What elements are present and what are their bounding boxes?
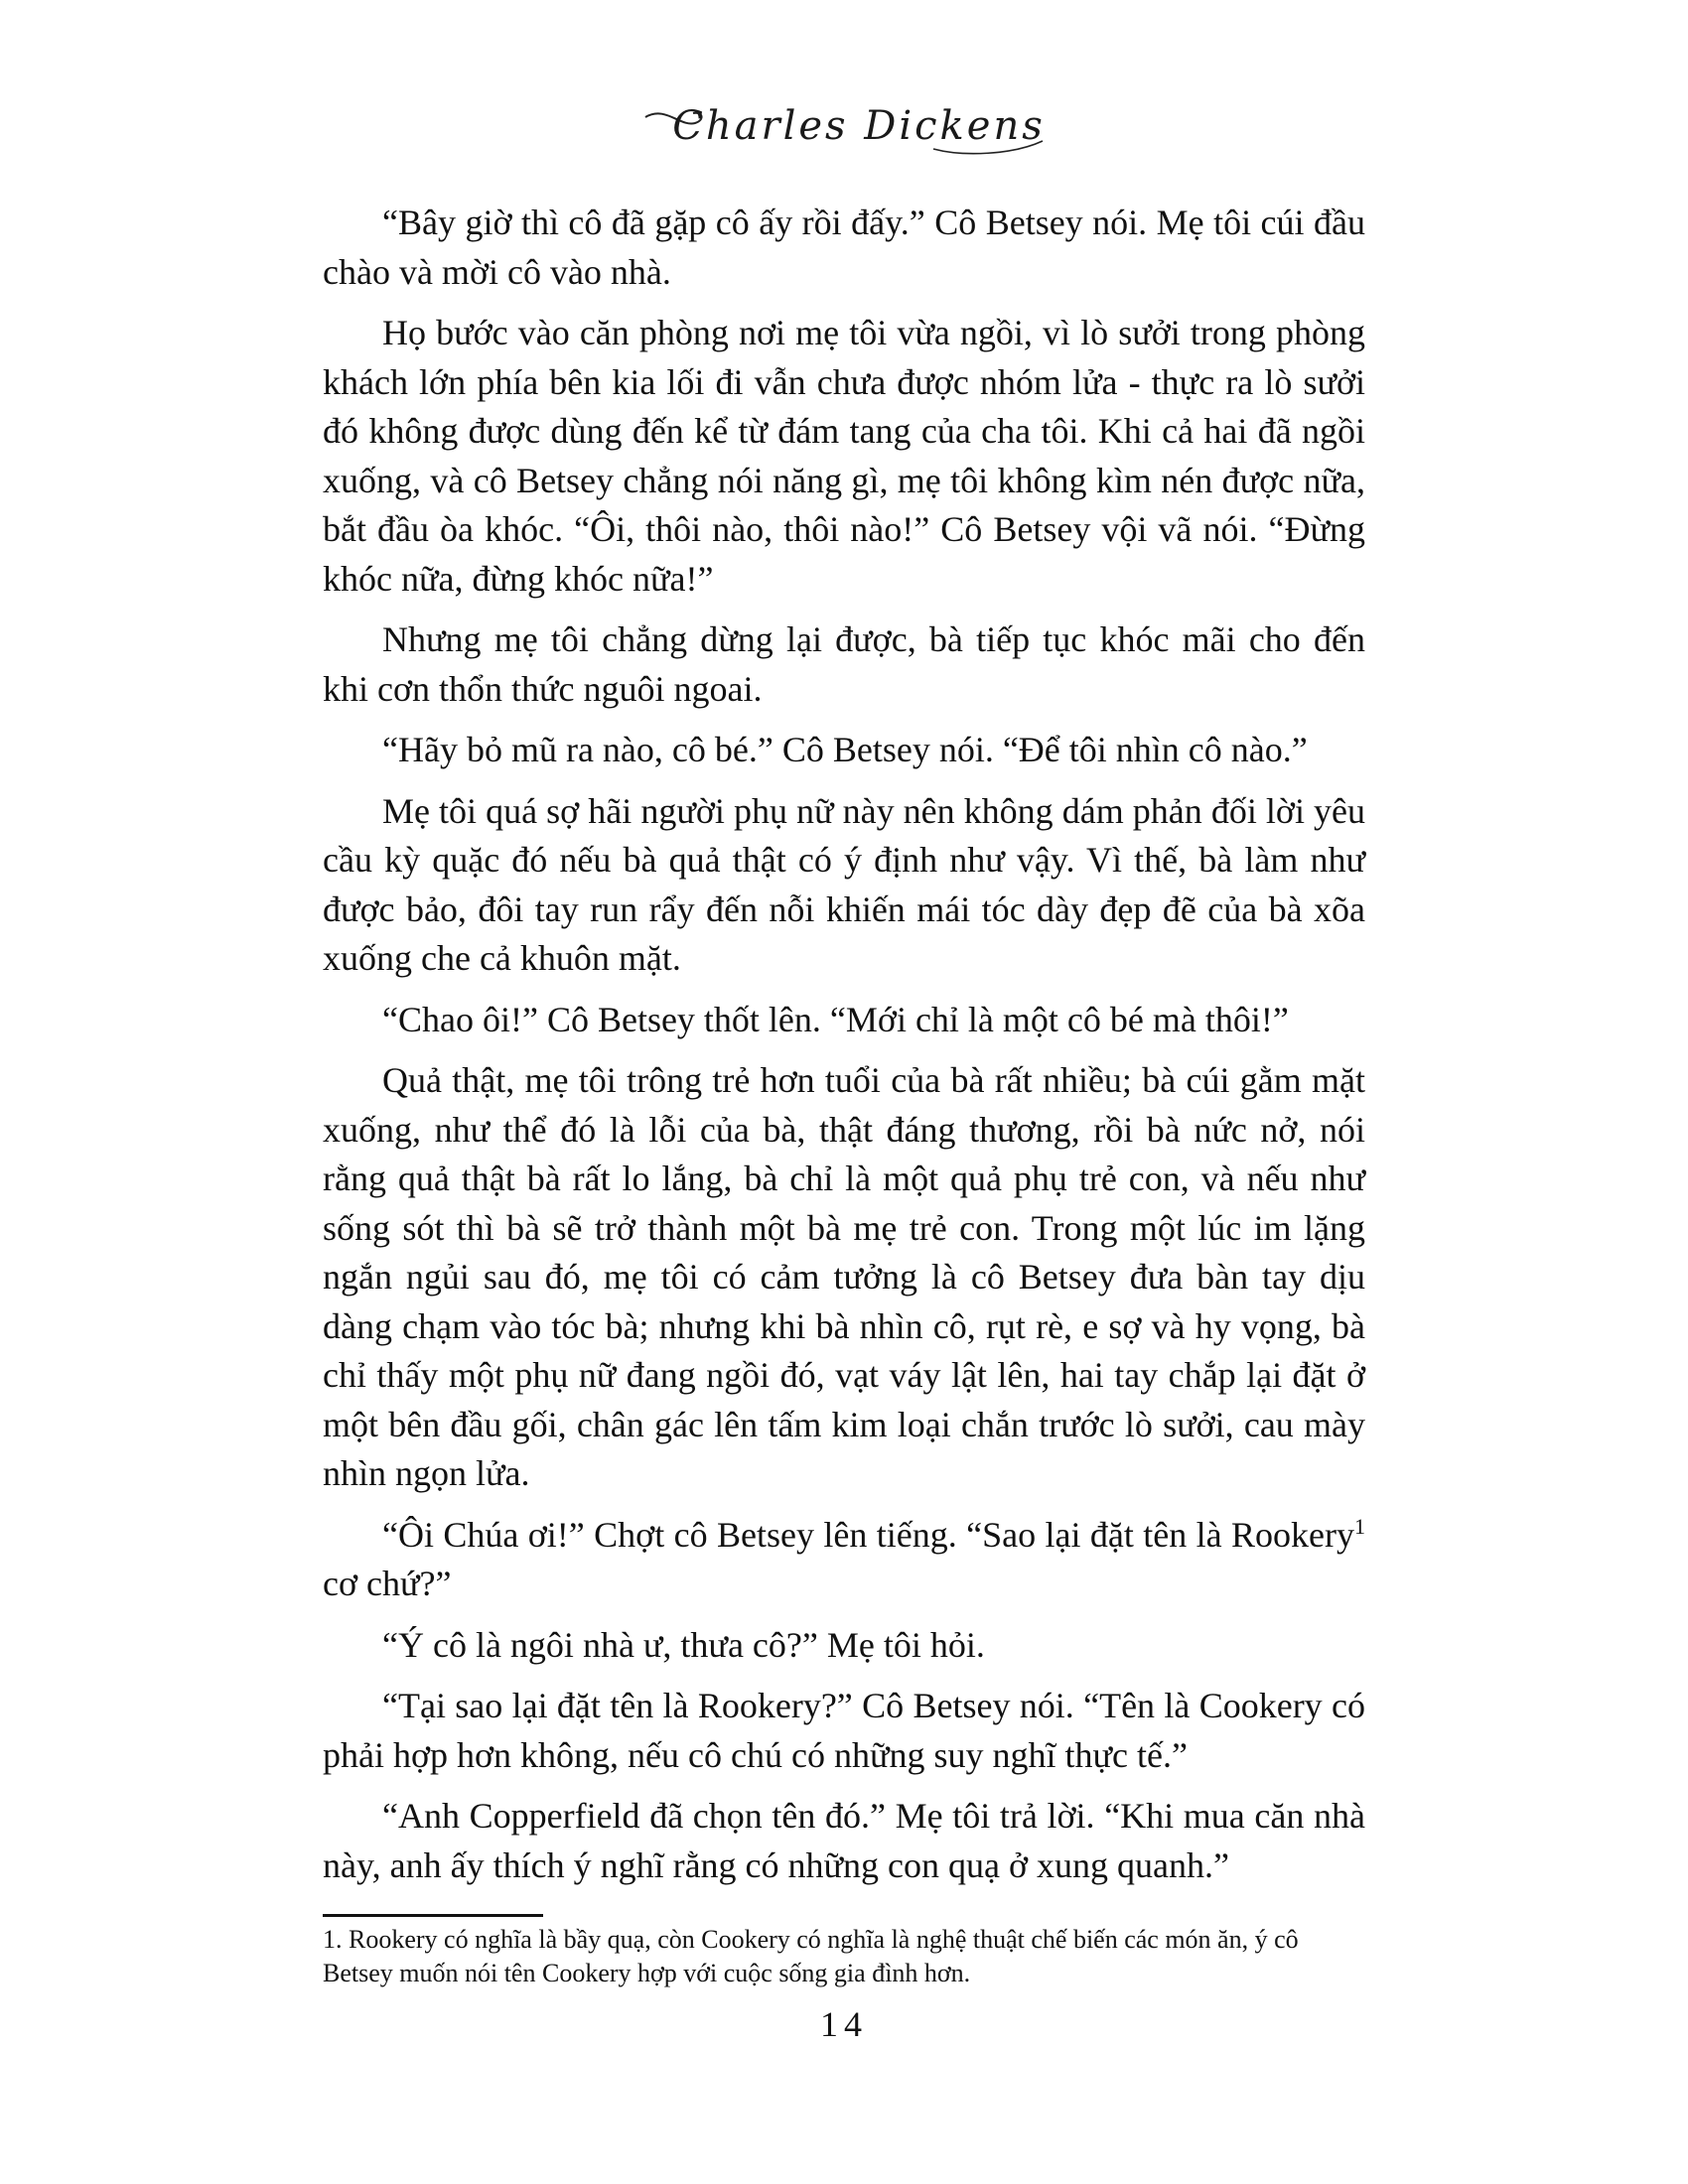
page-number: 14 (820, 2004, 868, 2044)
paragraph-text: “Ôi Chúa ơi!” Chợt cô Betsey lên tiếng. “Sao lại đặt tên là Rookery (382, 1514, 1354, 1555)
paragraph-with-footnote (323, 1511, 1365, 1609)
body-text (323, 199, 1365, 1890)
footnote-reference[interactable]: 1 (1354, 1513, 1365, 1539)
running-header (0, 97, 1688, 157)
header-title: Charles Dickens (672, 103, 1046, 149)
paragraph: “Bây giờ thì cô đã gặp cô ấy rồi đấy.” Cô Betsey nói. Mẹ tôi cúi đầu chào và mời cô vào nhà. (323, 203, 1365, 292)
paragraph: Mẹ tôi quá sợ hãi người phụ nữ này nên không dám phản đối lời yêu cầu kỳ quặc đó nếu bà quả thật có ý định như vậy. Vì thế, bà làm như được bảo, đôi tay run rẩy đến nỗi khiến mái tóc dày đẹp đẽ của bà xõa xuống che cả khuôn mặt. (323, 790, 1365, 978)
paragraph: Họ bước vào căn phòng nơi mẹ tôi vừa ngồi, vì lò sưởi trong phòng khách lớn phía bên kia lối đi vẫn chưa được nhóm lửa - thực ra lò sưởi đó không được dùng đến kể từ đám tang của cha tôi. Khi cả hai đã ngồi xuống, và cô Betsey chẳng nói năng gì, mẹ tôi không kìm nén được nữa, bắt đầu òa khóc. “Ôi, thôi nào, thôi nào!” Cô Betsey vội vã nói. “Đừng khóc nữa, đừng khóc nữa!” (323, 313, 1365, 599)
paragraph: “Tại sao lại đặt tên là Rookery?” Cô Betsey nói. “Tên là Cookery có phải hợp hơn không, nếu cô chú có những suy nghĩ thực tế.” (323, 1686, 1365, 1775)
paragraph: “Ý cô là ngôi nhà ư, thưa cô?” Mẹ tôi hỏi. (382, 1624, 985, 1665)
footnote: 1. Rookery có nghĩa là bầy quạ, còn Cookery có nghĩa là nghệ thuật chế biến các món ăn, ý cô Betsey muốn nói tên Cookery hợp với cuộc sống gia đình hơn. (323, 1925, 1299, 1987)
paragraph: “Hãy bỏ mũ ra nào, cô bé.” Cô Betsey nói. “Để tôi nhìn cô nào.” (382, 730, 1308, 769)
paragraph-text: cơ chứ?” (323, 1564, 452, 1603)
paragraph: “Chao ôi!” Cô Betsey thốt lên. “Mới chỉ là một cô bé mà thôi!” (382, 999, 1289, 1039)
paragraph: “Anh Copperfield đã chọn tên đó.” Mẹ tôi trả lời. “Khi mua căn nhà này, anh ấy thích ý nghĩ rằng có những con quạ ở xung quanh.” (323, 1796, 1365, 1885)
paragraph: Nhưng mẹ tôi chẳng dừng lại được, bà tiếp tục khóc mãi cho đến khi cơn thổn thức nguôi ngoai. (323, 619, 1365, 709)
footnote-divider (323, 1914, 543, 1917)
paragraph: Quả thật, mẹ tôi trông trẻ hơn tuổi của bà rất nhiều; bà cúi gằm mặt xuống, như thể đó là lỗi của bà, thật đáng thương, rồi bà nức nở, nói rằng quả thật bà rất lo lắng, bà chỉ là một quả phụ trẻ con, và nếu như sống sót thì bà sẽ trở thành một bà mẹ trẻ con. Trong một lúc im lặng ngắn ngủi sau đó, mẹ tôi có cảm tưởng là cô Betsey đưa bàn tay dịu dàng chạm vào tóc bà; nhưng khi bà nhìn cô, rụt rè, e sợ và hy vọng, bà chỉ thấy một phụ nữ đang ngồi đó, vạt váy lật lên, hai tay chắp lại đặt ở một bên đầu gối, chân gác lên tấm kim loại chắn trước lò sưởi, cau mày nhìn ngọn lửa. (323, 1060, 1365, 1493)
